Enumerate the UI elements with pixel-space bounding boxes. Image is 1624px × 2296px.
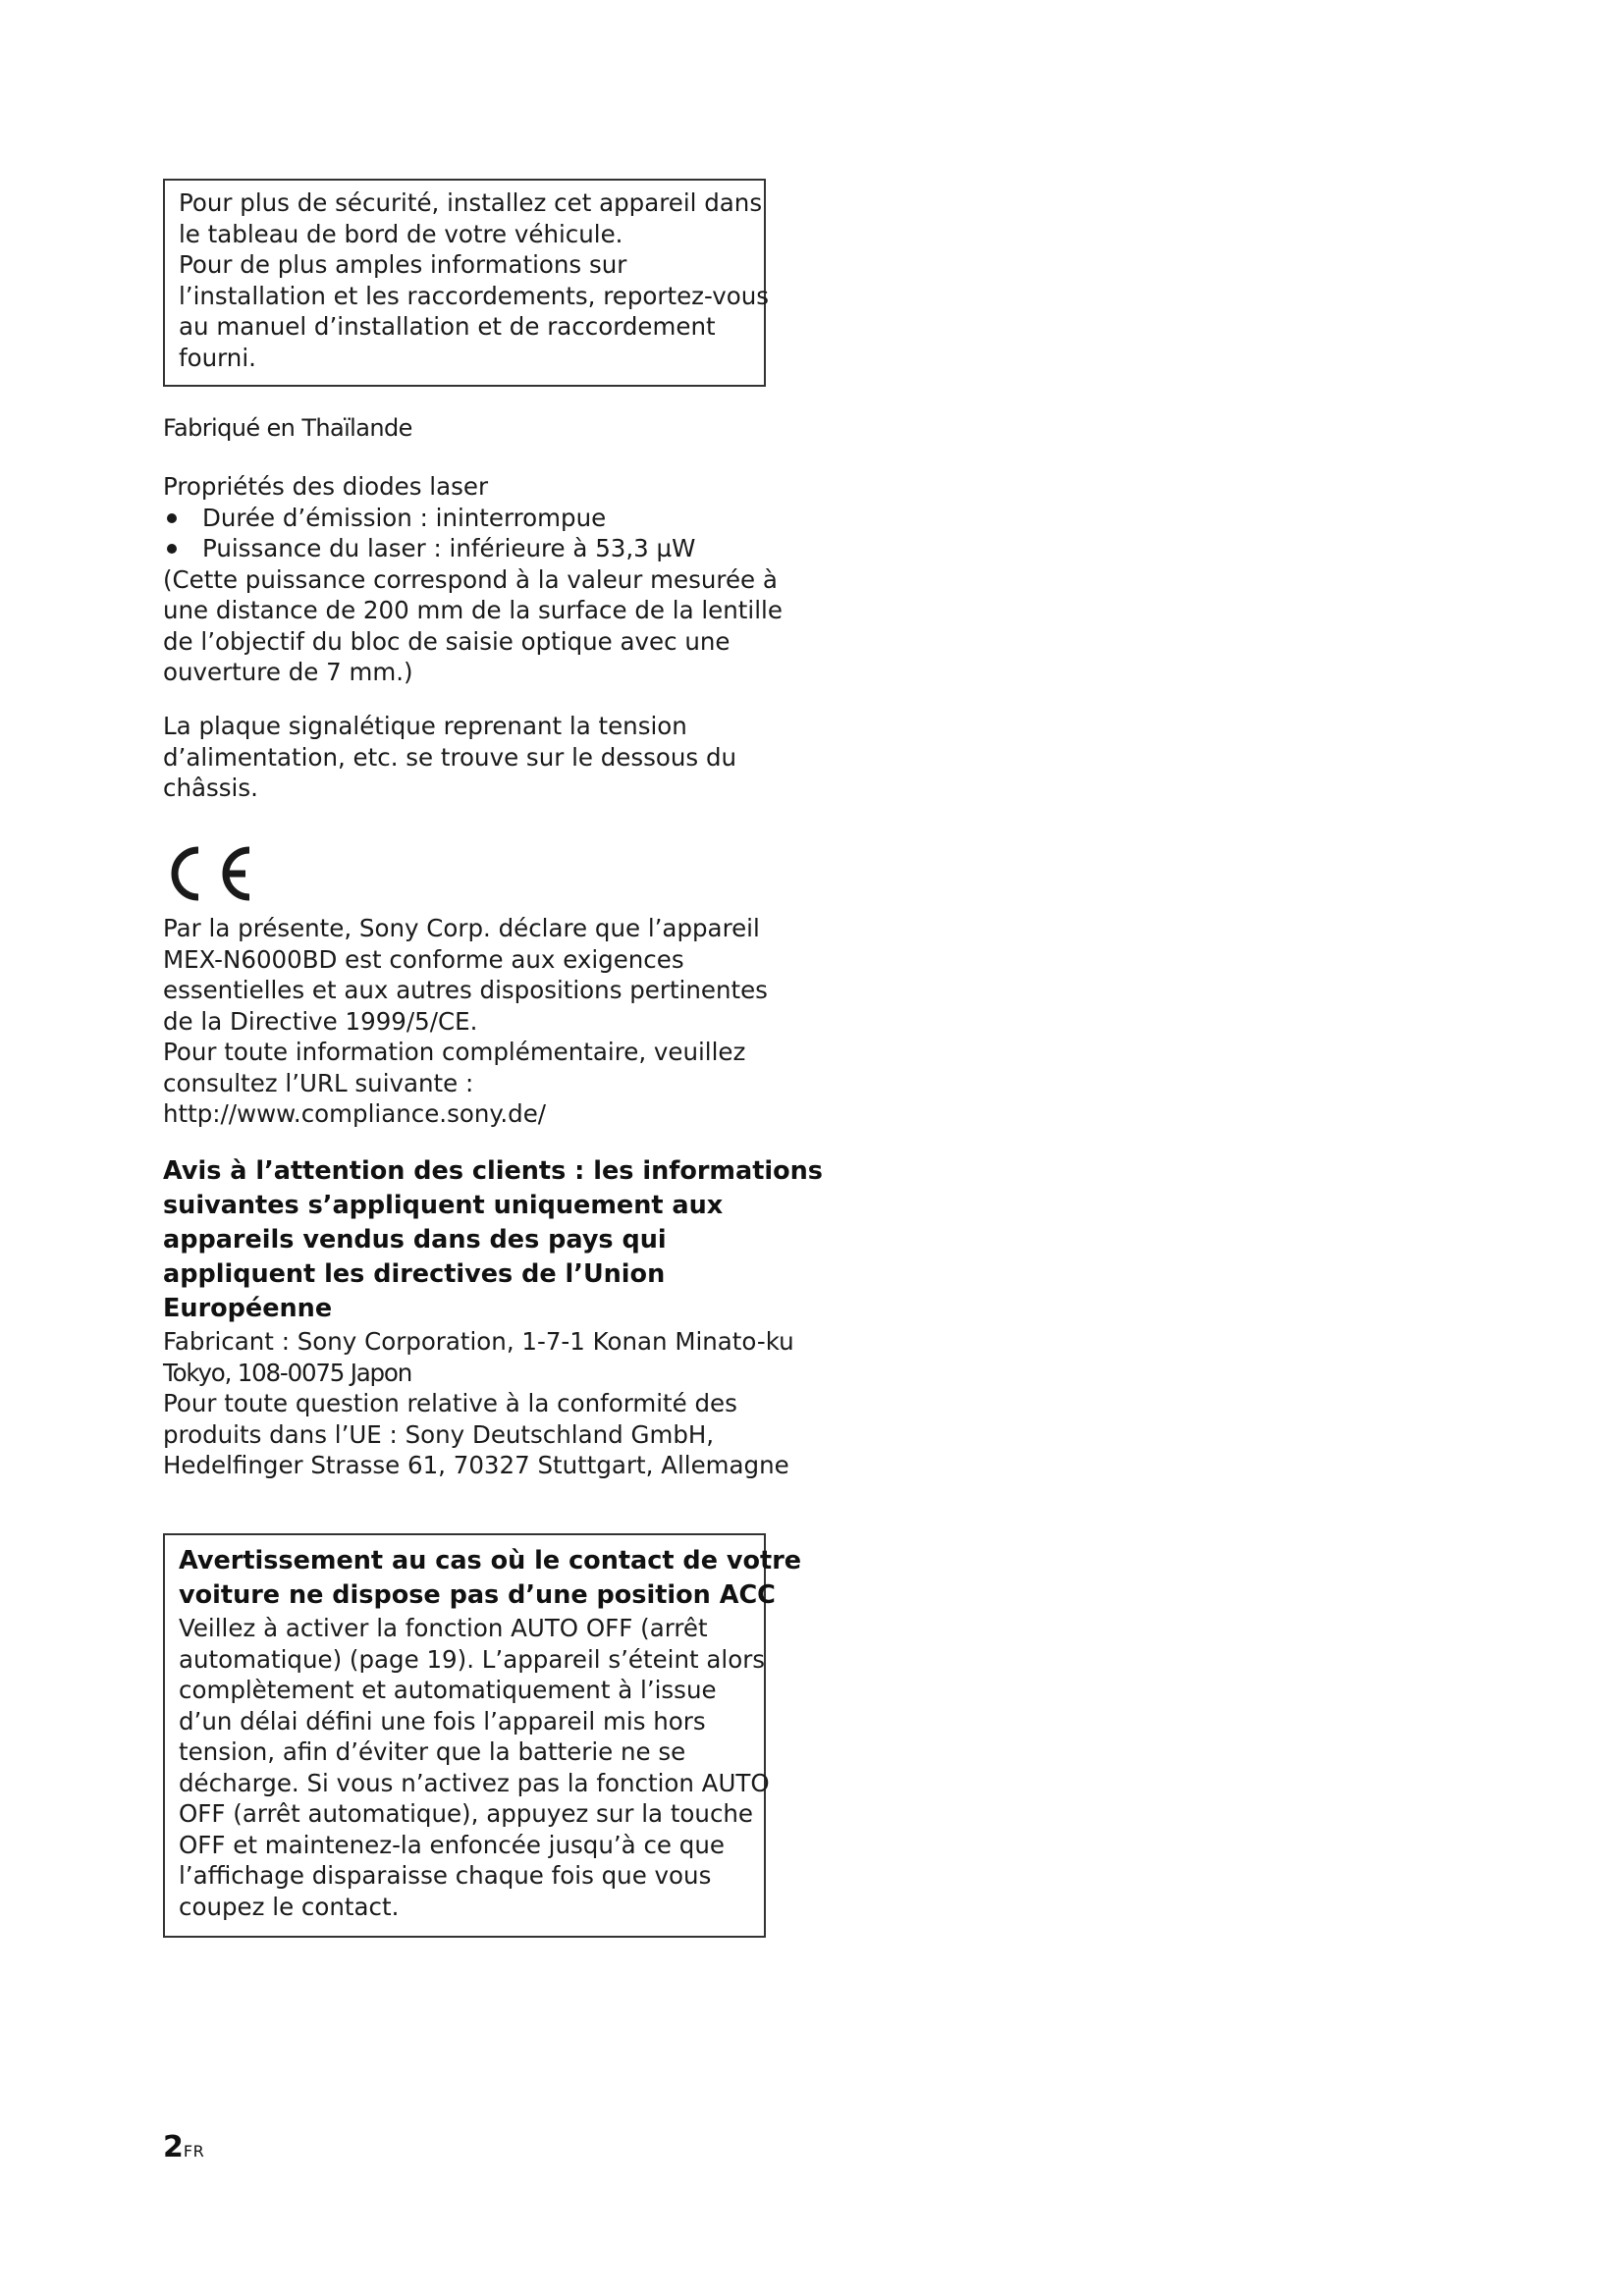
acc-body-line: OFF et maintenez-la enfoncée jusqu’à ce que xyxy=(179,1830,725,1859)
declaration-line: consultez l’URL suivante : xyxy=(163,1068,474,1097)
eu-heading-line: suivantes s’appliquent uniquement aux xyxy=(163,1191,724,1220)
page-number-suffix: FR xyxy=(183,2142,205,2161)
bullet-icon xyxy=(167,544,177,554)
acc-body-line: Veillez à activer la fonction AUTO OFF (arrêt xyxy=(179,1614,708,1642)
acc-body-line: décharge. Si vous n’activez pas la fonction AUTO xyxy=(179,1768,770,1797)
declaration-section xyxy=(163,913,768,1130)
laser-note-line: une distance de 200 mm de la surface de la lentille xyxy=(163,596,783,624)
eu-body-line: Pour toute question relative à la conformité des xyxy=(163,1389,737,1417)
laser-bullet-item xyxy=(163,533,783,564)
acc-heading-line: Avertissement au cas où le contact de votre xyxy=(179,1546,802,1575)
rating-plate-section xyxy=(163,711,736,804)
eu-heading-line: Européenne xyxy=(163,1294,333,1323)
acc-body-line: d’un délai défini une fois l’appareil mis hors xyxy=(179,1706,706,1735)
acc-heading-line: voiture ne dispose pas d’une position ACC xyxy=(179,1580,776,1610)
laser-note-line: ouverture de 7 mm.) xyxy=(163,658,413,686)
acc-warning-heading xyxy=(179,1535,802,1613)
safety-line: le tableau de bord de votre véhicule. xyxy=(179,219,623,248)
laser-note-line: (Cette puissance correspond à la valeur mesurée à xyxy=(163,564,778,594)
laser-properties-section xyxy=(163,471,783,688)
eu-heading-line: appliquent les directives de l’Union xyxy=(163,1259,666,1289)
acc-warning-box xyxy=(163,1533,802,1938)
ce-mark-icon xyxy=(163,842,261,905)
page-number xyxy=(163,2130,204,2169)
acc-body-line: l’affichage disparaisse chaque fois que vous xyxy=(179,1861,712,1890)
eu-body-line: Hedelfinger Strasse 61, 70327 Stuttgart, Allemagne xyxy=(163,1451,789,1479)
acc-body-line: coupez le contact. xyxy=(179,1892,400,1921)
bullet-icon xyxy=(167,513,177,523)
page-number-value: 2 xyxy=(163,2130,184,2164)
safety-line: l’installation et les raccordements, reportez-vous xyxy=(179,281,769,310)
laser-bullet-text: Durée d’émission : ininterrompue xyxy=(202,503,607,532)
laser-bullet-text: Puissance du laser : inférieure à 53,3 µW xyxy=(202,534,696,562)
acc-body-line: automatique) (page 19). L’appareil s’éteint alors xyxy=(179,1644,766,1674)
laser-note-line: de l’objectif du bloc de saisie optique avec une xyxy=(163,626,731,656)
declaration-line: Pour toute information complémentaire, veuillez xyxy=(163,1038,746,1066)
acc-body-line: OFF (arrêt automatique), appuyez sur la touche xyxy=(179,1799,754,1828)
eu-body-line: Fabricant : Sony Corporation, 1-7-1 Konan Minato-ku xyxy=(163,1327,794,1356)
laser-bullet-item xyxy=(163,503,783,534)
plate-line: La plaque signalétique reprenant la tension xyxy=(163,712,687,740)
eu-body-line: produits dans l’UE : Sony Deutschland GmbH, xyxy=(163,1419,715,1449)
eu-body-line: Tokyo, 108-0075 Japon xyxy=(163,1358,412,1387)
plate-line: d’alimentation, etc. se trouve sur le dessous du xyxy=(163,742,737,772)
declaration-line: essentielles et aux autres dispositions pertinentes xyxy=(163,976,768,1004)
eu-heading-line: Avis à l’attention des clients : les informations xyxy=(163,1156,823,1186)
safety-line: au manuel d’installation et de raccordement xyxy=(179,312,716,341)
safety-line: fourni. xyxy=(179,343,256,372)
declaration-line: MEX-N6000BD est conforme aux exigences xyxy=(163,944,684,974)
eu-notice-section xyxy=(163,1154,823,1481)
made-in-label: Fabriqué en Thaïlande xyxy=(163,414,412,442)
laser-title: Propriétés des diodes laser xyxy=(163,472,489,501)
safety-notice-text xyxy=(179,181,769,373)
eu-heading-line: appareils vendus dans des pays qui xyxy=(163,1225,667,1255)
acc-warning-text xyxy=(179,1613,770,1922)
safety-line: Pour plus de sécurité, installez cet appareil dans xyxy=(179,188,763,217)
declaration-line: Par la présente, Sony Corp. déclare que l’appareil xyxy=(163,914,760,942)
compliance-url: http://www.compliance.sony.de/ xyxy=(163,1099,547,1128)
plate-line: châssis. xyxy=(163,774,258,802)
safety-notice-box xyxy=(163,179,769,387)
eu-notice-heading xyxy=(163,1154,823,1326)
declaration-line: de la Directive 1999/5/CE. xyxy=(163,1006,478,1036)
acc-body-line: complètement et automatiquement à l’issue xyxy=(179,1676,717,1704)
safety-line: Pour de plus amples informations sur xyxy=(179,250,627,279)
acc-body-line: tension, afin d’éviter que la batterie ne se xyxy=(179,1737,686,1766)
